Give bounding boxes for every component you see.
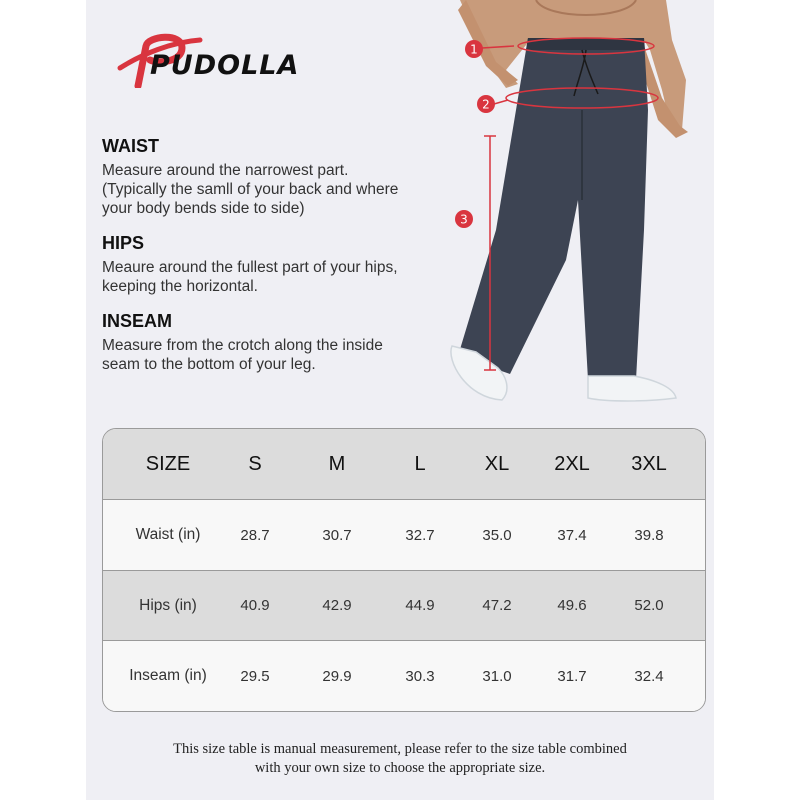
inseam-title: INSEAM	[102, 311, 173, 331]
hips-description: Meaure around the fullest part of your hips, keeping the horizontal.	[102, 259, 398, 295]
table-cell: 44.9	[405, 597, 435, 614]
table-cell: 37.4	[557, 526, 587, 544]
table-cell: 39.8	[634, 526, 664, 544]
marker-3-label: 3	[460, 212, 468, 227]
size-table	[102, 428, 706, 712]
header-xl: XL	[484, 452, 510, 475]
table-row	[103, 571, 705, 641]
table-cell: 40.9	[240, 597, 270, 614]
footnote-line-2: with your own size to choose the appropriate size.	[254, 760, 546, 776]
footnote-line-1: This size table is manual measurement, please refer to the size table combined	[173, 741, 627, 757]
header-2xl: 2XL	[554, 452, 590, 475]
header-s: S	[248, 452, 262, 475]
table-cell: 49.6	[557, 597, 587, 614]
table-cell: 32.4	[634, 667, 664, 685]
row-label-waist: Waist (in)	[135, 526, 201, 543]
marker-1	[465, 40, 483, 58]
hips-section	[102, 233, 432, 296]
table-cell: 28.7	[240, 526, 270, 544]
marker-3	[455, 210, 473, 228]
table-cell: 52.0	[634, 597, 664, 614]
inseam-description: Measure from the crotch along the inside seam to the bottom of your leg.	[102, 337, 383, 373]
table-cell: 47.2	[482, 597, 512, 614]
row-label-hips: Hips (in)	[139, 596, 197, 614]
header-m: M	[328, 452, 346, 475]
marker-1-label: 1	[470, 42, 478, 57]
row-label-inseam: Inseam (in)	[129, 667, 207, 684]
model-pants-illustration	[436, 0, 714, 410]
table-cell: 29.5	[240, 667, 270, 685]
table-cell: 42.9	[322, 597, 352, 614]
inseam-section	[102, 311, 432, 374]
table-cell: 32.7	[405, 526, 435, 544]
waist-title: WAIST	[102, 136, 159, 156]
brand-name: PUDOLLA	[150, 50, 300, 81]
table-header-row	[103, 429, 705, 500]
table-cell: 31.0	[482, 667, 512, 685]
table-row	[103, 500, 705, 571]
marker-2	[477, 95, 495, 113]
footnote	[140, 740, 660, 778]
table-cell: 30.3	[405, 667, 435, 685]
header-size: SIZE	[145, 452, 191, 475]
hips-title: HIPS	[102, 233, 145, 253]
table-cell: 35.0	[482, 526, 512, 544]
header-l: L	[414, 452, 426, 475]
marker-2-label: 2	[482, 97, 490, 112]
table-cell: 29.9	[322, 667, 352, 685]
table-cell: 30.7	[322, 526, 352, 544]
waist-description: Measure around the narrowest part. (Typically the samll of your back and where your body bends side to side)	[102, 162, 399, 217]
waist-section	[102, 136, 432, 218]
table-cell: 31.7	[557, 667, 587, 685]
header-3xl: 3XL	[631, 452, 667, 475]
table-row	[103, 641, 705, 711]
